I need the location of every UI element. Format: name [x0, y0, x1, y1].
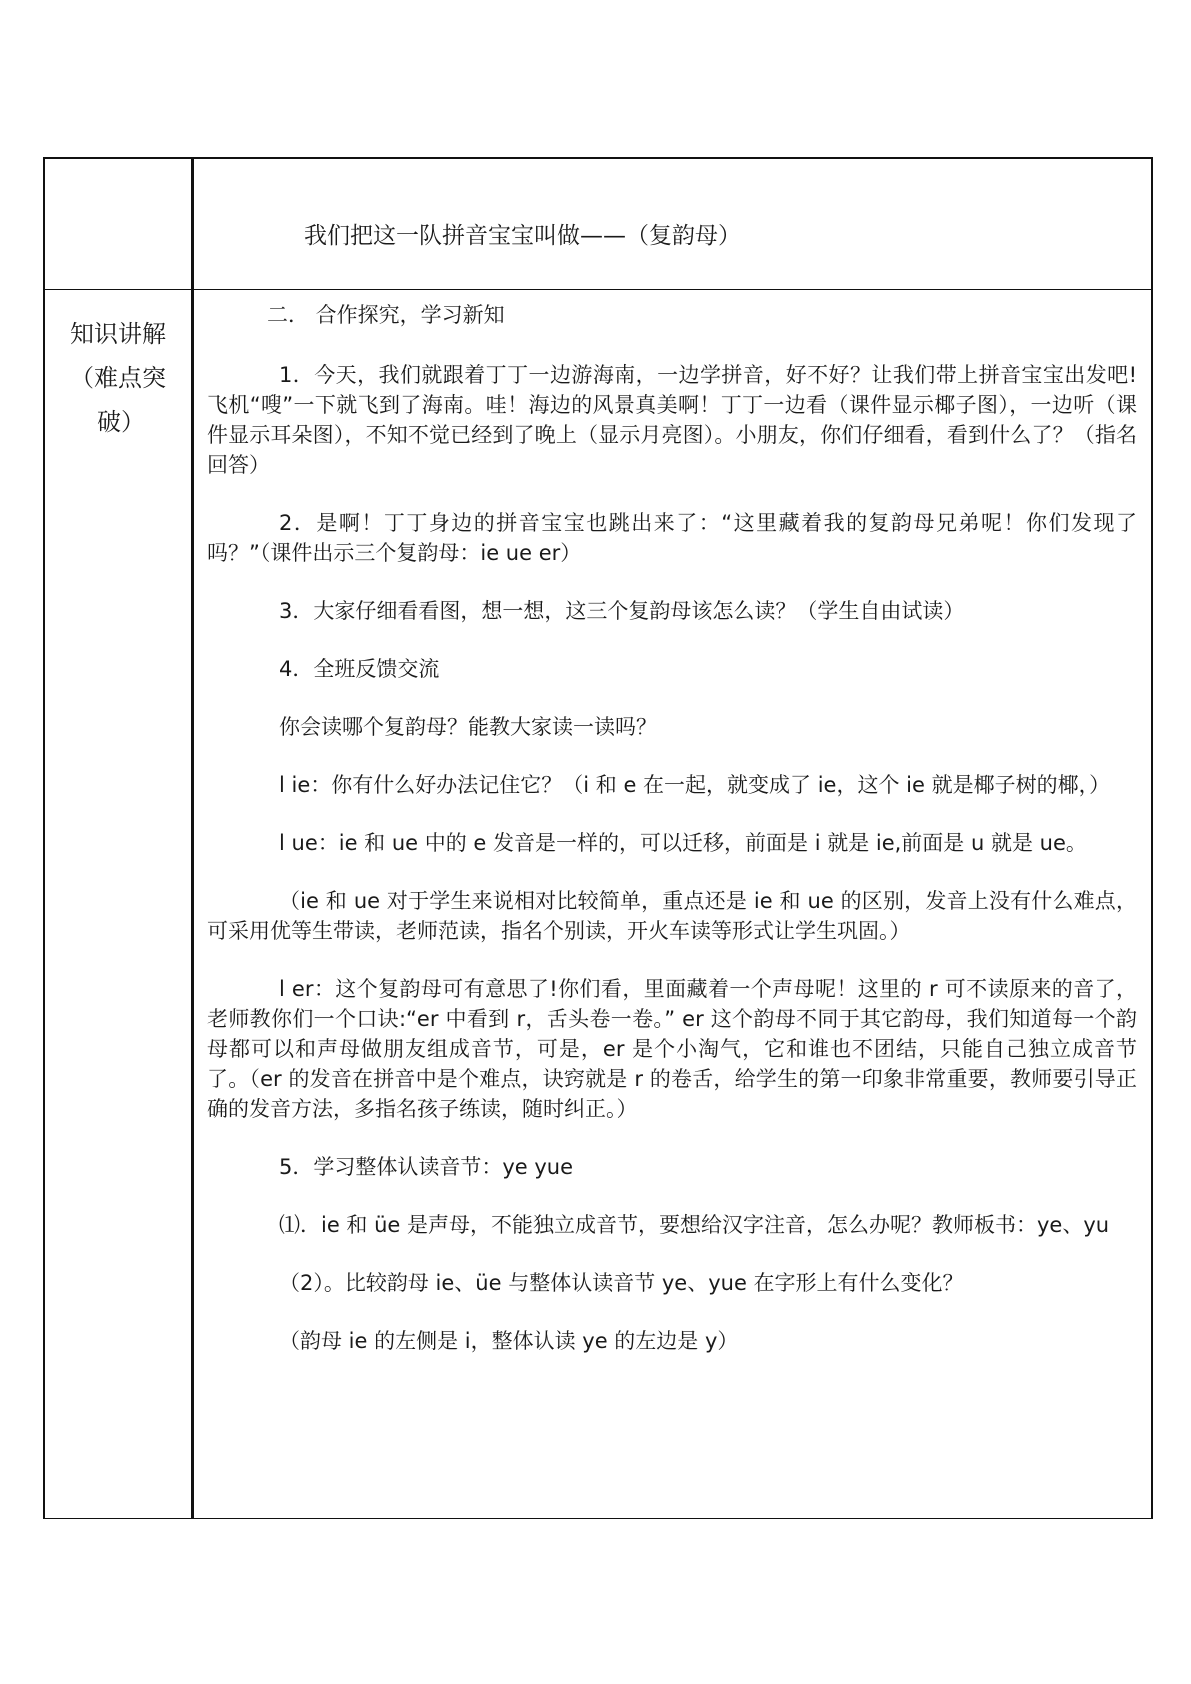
paragraph: 1．今天，我们就跟着丁丁一边游海南，一边学拼音，好不好？让我们带上拼音宝宝出发吧!飞机“嗖”一下就飞到了海南。哇！海边的风景真美啊！丁丁一边看（课件显示椰子图），一边听（课件显示耳朵图），不知不觉已经到了晚上（显示月亮图）。小朋友，你们仔细看，看到什么了？（指名回答）	[207, 363, 1137, 477]
row-content-cell	[194, 159, 1151, 289]
paragraph: 5．学习整体认读音节：ye yue	[279, 1155, 574, 1179]
paragraph: （ie 和 ue 对于学生来说相对比较简单，重点还是 ie 和 ue 的区别，发音上没有什么难点，可采用优等生带读，老师范读，指名个别读，开火车读等形式让学生巩固。）	[207, 889, 1137, 943]
paragraph: 2．是啊！丁丁身边的拼音宝宝也跳出来了：“这里藏着我的复韵母兄弟呢！你们发现了吗？”（课件出示三个复韵母：ie ue er）	[207, 511, 1137, 565]
row-label-line: 破）	[97, 408, 145, 436]
row-content-cell	[194, 290, 1151, 1518]
section-title: 二． 合作探究，学习新知	[267, 303, 505, 327]
row-label-line: 知识讲解	[70, 320, 166, 348]
table-row	[43, 290, 1153, 1519]
paragraph: （2）。比较韵母 ie、üe 与整体认读音节 ye、yue 在字形上有什么变化？	[279, 1271, 964, 1295]
paragraph: l ie：你有什么好办法记住它？（i 和 e 在一起，就变成了 ie，这个 ie 就是椰子树的椰，）	[279, 773, 1111, 797]
paragraph: 你会读哪个复韵母？能教大家读一读吗？	[279, 715, 657, 739]
row-label-cell	[45, 290, 194, 1518]
lesson-table	[43, 157, 1153, 1519]
paragraph: 4．全班反馈交流	[279, 657, 440, 681]
lesson-content	[207, 290, 1137, 1356]
table-row	[43, 157, 1153, 290]
paragraph: l ue：ie 和 ue 中的 e 发音是一样的，可以迁移，前面是 i 就是 ie,前面是 u 就是 ue。	[279, 831, 1087, 855]
paragraph: 3．大家仔细看看图，想一想，这三个复韵母该怎么读？（学生自由试读）	[279, 599, 965, 623]
row-label-cell	[45, 159, 194, 289]
row-label-line: （难点突	[70, 364, 166, 392]
heading-text: 我们把这一队拼音宝宝叫做——（复韵母）	[304, 223, 741, 249]
paragraph: l er：这个复韵母可有意思了!你们看，里面藏着一个声母呢！这里的 r 可不读原来的音了，老师教你们一个口诀:“er 中看到 r，舌头卷一卷。” er 这个韵母不同于其它韵母，我们知道每一个韵母都可以和声母做朋友组成音节，可是，er 是个小淘气，它和谁也不团结，只能自己独立成音节了。（er 的发音在拼音中是个难点，诀窍就是 r 的卷舌，给学生的第一印象非常重要，教师要引导正确的发音方法，多指名孩子练读，随时纠正。）	[207, 977, 1137, 1121]
paragraph: （韵母 ie 的左侧是 i，整体认读 ye 的左边是 y）	[279, 1329, 739, 1353]
paragraph: ⑴．ie 和 üe 是声母，不能独立成音节，要想给汉字注音，怎么办呢？教师板书：ye、yu	[279, 1213, 1110, 1237]
